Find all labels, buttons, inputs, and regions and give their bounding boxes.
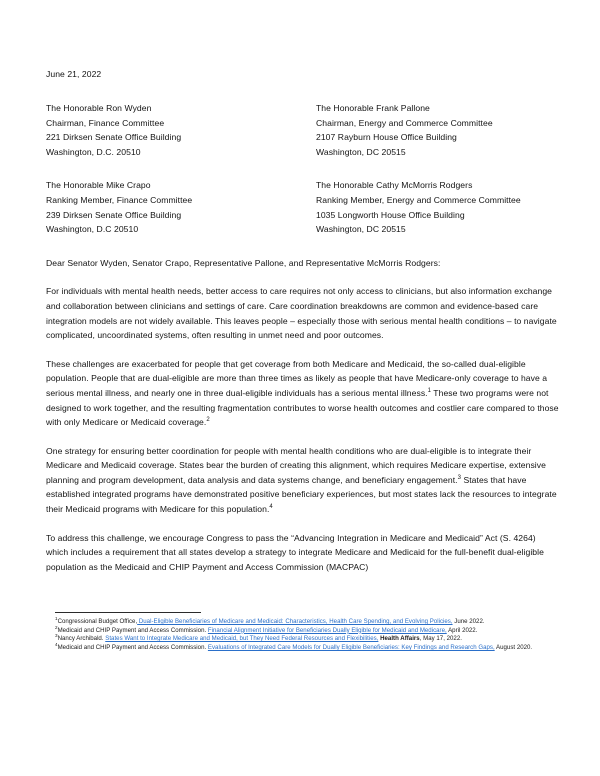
recipient-name: The Honorable Cathy McMorris Rodgers — [316, 180, 473, 191]
footnote-text: Nancy Archibald. — [57, 635, 106, 643]
footnote-marker[interactable]: 2 — [206, 417, 210, 424]
letter-date: June 21, 2022 — [46, 69, 102, 79]
footnotes-section — [46, 612, 562, 652]
recipient-title: Ranking Member, Energy and Commerce Committee — [316, 194, 521, 205]
footnote-link[interactable]: States Want to Integrate Medicare and Medicaid, but They Need Federal Resources and Flexibilities, — [105, 635, 379, 643]
footnote-number: 3 — [55, 633, 58, 639]
footnote-text: Congressional Budget Office, — [57, 618, 138, 625]
footnote-item — [55, 641, 562, 653]
recipient-city: Washington, DC 20515 — [316, 224, 406, 235]
recipient-name: The Honorable Frank Pallone — [316, 103, 430, 113]
footnote-link[interactable]: Evaluations of Integrated Care Models for Dually Eligible Beneficiaries: Key Findings and Research Gaps, — [207, 643, 495, 651]
recipient-name: The Honorable Mike Crapo — [46, 180, 151, 191]
recipient-title: Chairman, Finance Committee — [46, 117, 165, 128]
footnote-link[interactable]: Dual-Eligible Beneficiaries of Medicare and Medicaid: Characteristics, Health Care Spending, and Evolving Policies, — [137, 618, 453, 625]
footnote-number: 4 — [55, 641, 58, 647]
recipient-title: Ranking Member, Finance Committee — [46, 194, 193, 205]
para-1: For individuals with mental health needs, better access to care requires not only access to clinicians, but also information exchange and collaboration between clinicians and settings of care. Care coordination breakdowns are common and evidence-based care integration models are not widely available. This leaves people – especially those with serious mental health conditions – to navigate complicated, uncoordinated systems, often resulting in unmet need and poor outcomes. — [46, 286, 557, 341]
recipient-city: Washington, D.C 20510 — [46, 224, 139, 235]
recipient-row — [46, 178, 567, 236]
footnote-publication: Health Affairs — [378, 635, 420, 643]
footnote-marker[interactable]: 1 — [427, 388, 432, 395]
recipient-row — [46, 101, 567, 159]
recipient-address: 221 Dirksen Senate Office Building — [46, 132, 182, 143]
recipient-title: Chairman, Energy and Commerce Committee — [316, 117, 493, 128]
para-3: One strategy for ensuring better coordination for people with mental health conditions who are dual-eligible is to integrate their Medicare and Medicaid coverage. States bear the burden of creating this alignment, which requires Medicare expertise, extensive planning and program development, data analysis and data systems change, and beneficiary engagement.$^3$ States that have established integrated programs have demonstrated positive beneficiary experiences, but most states lack the resources to integrate their Medicaid programs with Medicare for this population.$^4$ — [46, 445, 557, 515]
recipient-wyden — [46, 101, 316, 159]
footnote-link[interactable]: Financial Alignment Initiative for Beneficiaries Dually Eligible for Medicaid and Medicare, — [207, 626, 447, 634]
footnote-number: 2 — [55, 624, 58, 630]
recipient-address: 1035 Longworth House Office Building — [316, 209, 465, 220]
footnote-item — [55, 635, 562, 644]
footnote-number: 1 — [55, 615, 58, 621]
footnote-item — [55, 615, 562, 627]
recipient-crapo — [46, 178, 316, 236]
letter-body — [46, 256, 567, 575]
footnote-text: Medicaid and CHIP Payment and Access Commission. — [57, 643, 208, 651]
recipient-address: 2107 Rayburn House Office Building — [316, 132, 457, 143]
para-2: These challenges are exacerbated for people that get coverage from both Medicare and Medicaid, the so-called dual-eligible population. People that are dual-eligible are more than three times as likely as people that have Medicare-only coverage to have a serious mental illness, and nearly one in three dual-eligible individuals has a serious mental illness.$^1$ These two programs were not designed to work together, and the resulting fragmentation contributes to worse health outcomes and costlier care compared to those with only Medicare or Medicaid coverage.$^2$ — [46, 358, 559, 428]
recipient-city: Washington, DC 20515 — [316, 146, 406, 157]
recipient-address: 239 Dirksen Senate Office Building — [46, 209, 182, 220]
recipient-mcmorris-rodgers — [316, 178, 567, 236]
salutation: Dear Senator Wyden, Senator Crapo, Representative Pallone, and Representative McMorris Rodgers: — [46, 257, 441, 268]
footnote-marker[interactable]: 4 — [269, 504, 273, 511]
footnote-separator-rule — [55, 612, 201, 613]
footnote-text: April 2022. — [446, 626, 478, 634]
footnote-text: June 2022. — [452, 618, 485, 625]
recipient-block-list — [46, 101, 567, 237]
recipient-name: The Honorable Ron Wyden — [46, 103, 152, 113]
paragraph-list — [46, 284, 567, 574]
footnote-text: Medicaid and CHIP Payment and Access Commission. — [57, 626, 208, 634]
footnote-marker[interactable]: 3 — [457, 475, 461, 482]
footnote-text: August 2020. — [494, 643, 533, 651]
recipient-city: Washington, D.C. 20510 — [46, 146, 141, 157]
footnote-text: , May 17, 2022. — [419, 635, 462, 643]
footnote-list — [46, 615, 562, 652]
recipient-pallone — [316, 101, 567, 159]
para-4: To address this challenge, we encourage Congress to pass the “Advancing Integration in Medicare and Medicaid” Act (S. 4264) which includes a requirement that all states develop a strategy to integrate Medicare and Medicaid for the full-benefit dual-eligible population as the Medicaid and CHIP Payment and Access Commission (MACPAC) — [46, 532, 544, 572]
